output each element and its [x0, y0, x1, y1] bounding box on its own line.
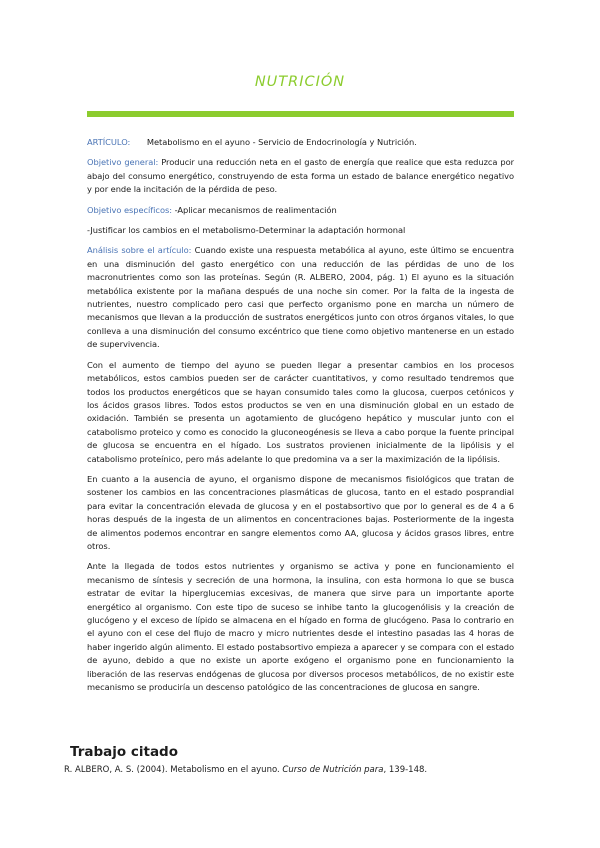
citation-pages: , 139-148.	[383, 765, 428, 775]
analysis-paragraph-2: Con el aumento de tiempo del ayuno se pueden llegar a presentar cambios en los procesos metabólicos, estos cambios pueden ser de carácter cuantitativos, y como resultado tendremos que todos los productos energéticos que se hayan consumido tales como la glucosa, cuerpos cetónicos y los ácidos grasos libres. Todos estos productos se ven en una disminución global en un estado de oxidación. También se presenta un agotamiento de glucógeno hepático y muscular junto con el catabolismo proteico y como es conocido la gluconeogénesis se lleva a cabo porque la fuente principal de glucosa se encuentra en el hígado. Los sustratos provienen inicialmente de la lipólisis y el catabolismo proteínico, pero más adelante lo que predomina va a ser la maximización de la lipólisis.	[87, 359, 514, 464]
page-title: NUTRICIÓN	[254, 74, 346, 90]
specific-objectives	[87, 204, 514, 217]
general-objective-text: Producir una reducción neta en el gasto de energía que realice que esta reduzca por abajo del consumo energético, construyendo de esta forma un estado de balance energético negativo y por ende la incitación de la pérdida de peso.	[87, 157, 514, 195]
works-cited	[64, 744, 530, 776]
general-objective-label: Objetivo general:	[87, 157, 159, 168]
analysis-text-1: Cuando existe una respuesta metabólica al ayuno, este último se encuentra en una disminución del gasto energético con una reducción de las pérdidas de uno de los macronutrientes como son las proteínas. Según (R. ALBERO, 2004, pág. 1) El ayuno es la situación metabólica existente por la mañana después de una noche sin comer. Por la falta de la ingesta de nutrientes, nuestro complicado pero casi que perfecto organismo pone en marcha un número de mecanismos que llevan a la producción de sustratos energéticos junto con otros órganos vitales, lo que conlleva a una disminución del consumo excéntrico que tiene como objetivo mantenerse en un estado de supervivencia.	[87, 245, 515, 350]
article-title: Metabolismo en el ayuno - Servicio de Endocrinología y Nutrición.	[146, 137, 417, 147]
title-divider	[87, 111, 514, 117]
citation-author: R. ALBERO, A. S. (2004). Metabolismo en el ayuno.	[64, 765, 280, 775]
analysis-label: Análisis sobre el artículo:	[87, 245, 192, 256]
citation	[64, 764, 530, 776]
article-label: ARTÍCULO:	[87, 137, 131, 147]
general-objective	[87, 156, 514, 196]
analysis-paragraph-4: Ante la llegada de todos estos nutrientes y organismo se activa y pone en funcionamiento el mecanismo de síntesis y secreción de una hormona, la insulina, con esta hormona lo que se busca estratar de evitar la hiperglucemias excesivas, de manera que sirve para un importante aporte energético al organismo. Con este tipo de suceso se inhibe tanto la glucogenólisis y la creación de glucógeno y el exceso de lípido se almacena en el hígado en forma de glucógeno. Pasa lo contrario en el ayuno con el cese del flujo de macro y micro nutrientes desde el intestino pasadas las 4 horas de haber ingerido algún alimento. El estado postabsortivo empieza a aparecer y se compara con el estado de ayuno, debido a que no existe un aporte exógeno el organismo pone en funcionamiento la liberación de las reservas endógenas de glucosa por diversos procesos metabólicos, de no existir este mecanismo se produciría un descenso patológico de las concentraciones de glucosa en sangre.	[87, 561, 514, 693]
works-cited-heading: Trabajo citado	[70, 744, 178, 760]
analysis-paragraph-3: En cuanto a la ausencia de ayuno, el organismo dispone de mecanismos fisiológicos que tratan de sostener los cambios en las concentraciones plasmáticas de glucosa, tanto en el estado posprandial para evitar la concentración elevada de glucosa y en el postabsortivo que por lo general es de 4 a 6 horas después de la ingesta de un alimentos en concentraciones bajas. Posteriormente de la ingesta de alimentos podemos encontrar en sangre elementos como AA, glucosa y ácidos grasos libres, entre otros.	[87, 473, 514, 551]
document-body	[87, 136, 514, 701]
analysis-paragraph-1	[87, 244, 514, 351]
specific-objective-item: -Aplicar mecanismos de realimentación	[174, 204, 337, 215]
article-line	[87, 136, 514, 149]
specific-objective-item-2: -Justificar los cambios en el metabolismo-Determinar la adaptación hormonal	[87, 225, 406, 236]
specific-objectives-label: Objetivo específicos:	[87, 204, 172, 215]
citation-source: Curso de Nutrición para	[282, 765, 384, 775]
